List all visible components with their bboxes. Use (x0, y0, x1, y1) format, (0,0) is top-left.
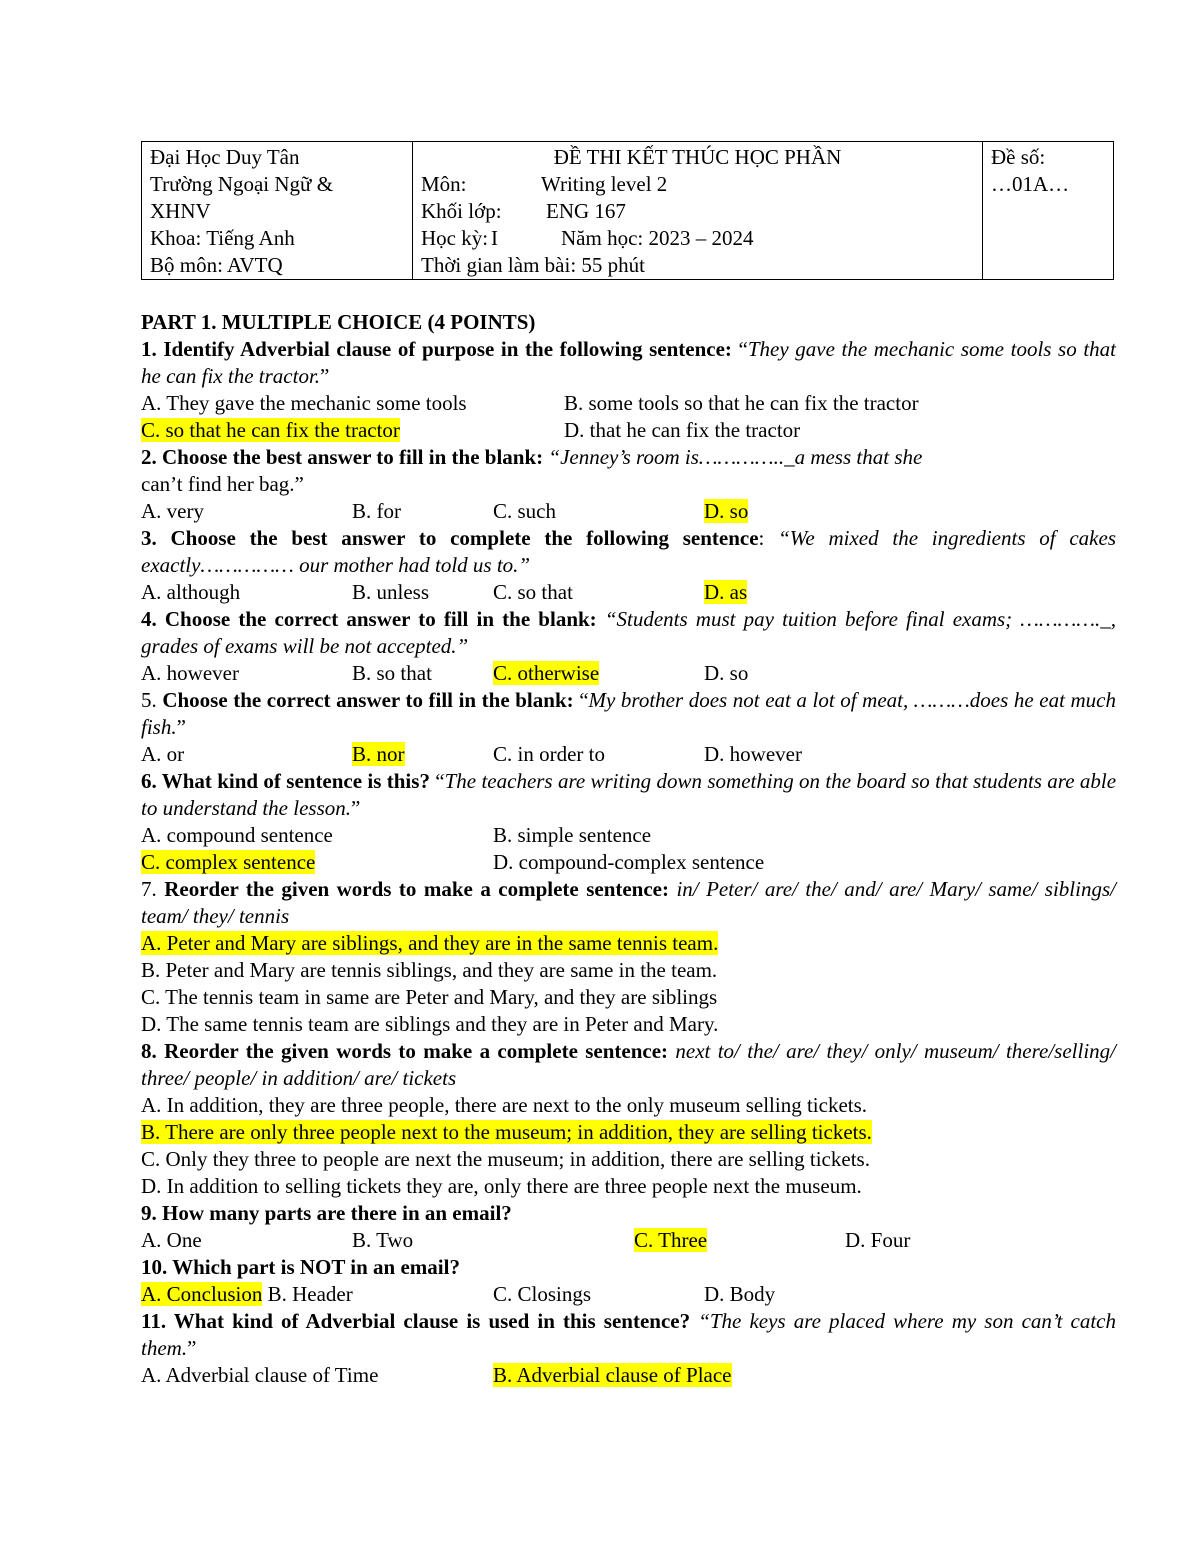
q9-prompt: 9. How many parts are there in an email? (141, 1201, 512, 1225)
class-label: Khối lớp: (421, 199, 502, 223)
q5-sentence: My brother does not eat a lot of meat, ………does he eat much fish. (141, 688, 1116, 739)
q1-options-row2 (141, 417, 1116, 444)
q11-options (141, 1362, 1116, 1389)
q4-option-b[interactable]: B. so that (352, 661, 432, 685)
exam-header-table (141, 141, 1114, 280)
q1-sentence: They gave the mechanic some tools so that he can fix the tractor. (141, 337, 1117, 388)
q4-options (141, 660, 1116, 687)
q10-option-c[interactable]: C. Closings (493, 1282, 592, 1306)
university-name: Đại Học Duy Tân (150, 145, 300, 169)
q6-options-row1 (141, 822, 1116, 849)
q10-option-b[interactable]: B. Header (262, 1282, 353, 1306)
question-5: 5. Choose the correct answer to fill in the blank: “My brother does not eat a lot of meat, ………does he eat much fish.” (141, 688, 1116, 739)
q11-prompt: 11. What kind of Adverbial clause is used in this sentence? (141, 1309, 691, 1333)
q9-option-c[interactable]: C. Three (634, 1228, 708, 1252)
q1-prompt: 1. Identify Adverbial clause of purpose in the following sentence: (141, 337, 732, 361)
q4-option-d[interactable]: D. so (704, 661, 749, 685)
department-name: Bộ môn: AVTQ (150, 253, 283, 277)
q1-option-c[interactable]: C. so that he can fix the tractor (141, 418, 400, 442)
q2-option-c[interactable]: C. such (493, 499, 556, 523)
q8-option-c[interactable]: C. Only they three to people are next the museum; in addition, there are selling tickets. (141, 1147, 870, 1171)
subject-label: Môn: (421, 172, 467, 196)
q3-sentence: “We mixed the ingredients of cakes exactly…………… our mother had told us to.” (141, 526, 1116, 577)
q2-sentence: “Jenney’s room is………….._a mess that she (543, 445, 923, 469)
question-6: 6. What kind of sentence is this? “The teachers are writing down something on the board so that students are able to understand the lesson.” (141, 769, 1117, 820)
q6-option-b[interactable]: B. simple sentence (493, 823, 652, 847)
q6-sentence: The teachers are writing down something on the board so that students are able to understand the lesson. (141, 769, 1117, 820)
university-info-cell (142, 142, 413, 280)
q2-option-d[interactable]: D. so (704, 499, 749, 523)
faculty-name: Khoa: Tiếng Anh (150, 226, 295, 250)
q1-option-b[interactable]: B. some tools so that he can fix the tractor (564, 391, 919, 415)
q8-option-b[interactable]: B. There are only three people next to the museum; in addition, they are selling tickets. (141, 1120, 872, 1144)
part-title: PART 1. MULTIPLE CHOICE (4 POINTS) (141, 310, 536, 334)
subject-row (421, 171, 974, 198)
q4-prompt: 4. Choose the correct answer to fill in the blank: (141, 607, 597, 631)
q9-option-d[interactable]: D. Four (845, 1228, 911, 1252)
q10-option-d[interactable]: D. Body (704, 1282, 776, 1306)
q2-prompt: 2. Choose the best answer to fill in the blank: (141, 445, 544, 469)
q6-option-a[interactable]: A. compound sentence (141, 823, 333, 847)
school-name-cont: XHNV (150, 199, 211, 223)
q3-option-d[interactable]: D. as (704, 580, 748, 604)
q7-option-c[interactable]: C. The tennis team in same are Peter and Mary, and they are siblings (141, 985, 718, 1009)
q4-sentence: “Students must pay tuition before final exams; …………._, grades of exams will be not accepted.” (141, 607, 1116, 658)
q3-options (141, 579, 1116, 606)
q9-options (141, 1227, 1116, 1254)
question-3: 3. Choose the best answer to complete the following sentence: “We mixed the ingredients of cakes exactly…………… our mother had told us to.” (141, 526, 1116, 577)
question-1: 1. Identify Adverbial clause of purpose in the following sentence: “They gave the mechanic some tools so that he can fix the tractor.” (141, 337, 1117, 388)
class-row (421, 198, 974, 225)
question-8 (141, 1038, 1116, 1092)
exam-code-value: …01A… (991, 172, 1070, 196)
term-value: I (491, 226, 498, 250)
q5-option-a[interactable]: A. or (141, 742, 185, 766)
q9-option-b[interactable]: B. Two (352, 1228, 414, 1252)
q3-option-c[interactable]: C. so that (493, 580, 573, 604)
q5-option-c[interactable]: C. in order to (493, 742, 605, 766)
question-9 (141, 1200, 1116, 1227)
q1-option-a[interactable]: A. They gave the mechanic some tools (141, 391, 467, 415)
q11-option-a[interactable]: A. Adverbial clause of Time (141, 1363, 379, 1387)
q2-sentence-tail: can’t find her bag.” (141, 472, 304, 496)
question-4 (141, 606, 1116, 660)
school-name: Trường Ngoại Ngữ & (150, 172, 334, 196)
q8-prompt: 8. Reorder the given words to make a complete sentence: (141, 1039, 669, 1063)
q6-options-row2 (141, 849, 1116, 876)
q11-option-b[interactable]: B. Adverbial clause of Place (493, 1363, 732, 1387)
q4-option-a[interactable]: A. however (141, 661, 239, 685)
exam-title: ĐỀ THI KẾT THÚC HỌC PHẦN (553, 145, 842, 169)
q11-sentence: “The keys are placed where my son can’t catch them. (141, 1309, 1116, 1360)
q7-option-d[interactable]: D. The same tennis team are siblings and they are in Peter and Mary. (141, 1012, 719, 1036)
q10-options (141, 1281, 1116, 1308)
school-year: Năm học: 2023 – 2024 (561, 226, 754, 250)
q6-option-d[interactable]: D. compound-complex sentence (493, 850, 765, 874)
exam-body (141, 309, 1116, 1389)
q5-option-b[interactable]: B. nor (352, 742, 405, 766)
q4-option-c[interactable]: C. otherwise (493, 661, 600, 685)
q8-words: next to/ the/ are/ they/ only/ museum/ there/selling/ three/ people/ in addition/ are/ tickets (141, 1039, 1116, 1090)
exam-code-label: Đề số: (991, 145, 1046, 169)
q7-option-b[interactable]: B. Peter and Mary are tennis siblings, and they are same in the team. (141, 958, 718, 982)
q8-option-a[interactable]: A. In addition, they are three people, there are next to the only museum selling tickets. (141, 1093, 868, 1117)
q3-option-a[interactable]: A. although (141, 580, 241, 604)
q6-prompt: 6. What kind of sentence is this? (141, 769, 430, 793)
q7-prompt: Reorder the given words to make a complete sentence: (156, 877, 669, 901)
q2-option-a[interactable]: A. very (141, 499, 204, 523)
q1-option-d[interactable]: D. that he can fix the tractor (564, 418, 801, 442)
q8-option-d[interactable]: D. In addition to selling tickets they are, only there are three people next the museum. (141, 1174, 862, 1198)
term-label: Học kỳ: (421, 226, 489, 250)
exam-page (141, 141, 1116, 1389)
subject-value: Writing level 2 (541, 172, 668, 196)
question-11: 11. What kind of Adverbial clause is used in this sentence? “The keys are placed where my son can’t catch them.” (141, 1309, 1116, 1360)
question-2 (141, 444, 1116, 471)
term-row (421, 225, 974, 252)
q5-options (141, 741, 1116, 768)
q5-option-d[interactable]: D. however (704, 742, 802, 766)
q3-option-b[interactable]: B. unless (352, 580, 430, 604)
class-value: ENG 167 (546, 199, 626, 223)
exam-code-cell (983, 142, 1114, 280)
q9-option-a[interactable]: A. One (141, 1228, 202, 1252)
q3-prompt: 3. Choose the best answer to complete the following sentence (141, 526, 759, 550)
q10-option-ab (141, 1281, 493, 1308)
q7-option-a[interactable]: A. Peter and Mary are siblings, and they are in the same tennis team. (141, 931, 719, 955)
question-7: 7. Reorder the given words to make a complete sentence: in/ Peter/ are/ the/ and/ are/ Mary/ same/ siblings/ team/ they/ tennis (141, 877, 1116, 928)
q1-options-row1 (141, 390, 1116, 417)
q5-prompt: Choose the correct answer to fill in the blank: (156, 688, 574, 712)
q2-option-b[interactable]: B. for (352, 499, 401, 523)
duration: Thời gian làm bài: 55 phút (421, 253, 645, 277)
q7-words: in/ Peter/ are/ the/ and/ are/ Mary/ same/ siblings/ team/ they/ tennis (141, 877, 1116, 928)
exam-info-cell (413, 142, 983, 280)
q10-option-a[interactable]: A. Conclusion (141, 1282, 263, 1306)
q6-option-c[interactable]: C. complex sentence (141, 850, 316, 874)
question-10 (141, 1254, 1116, 1281)
q2-options (141, 498, 1116, 525)
q10-prompt: 10. Which part is NOT in an email? (141, 1255, 460, 1279)
